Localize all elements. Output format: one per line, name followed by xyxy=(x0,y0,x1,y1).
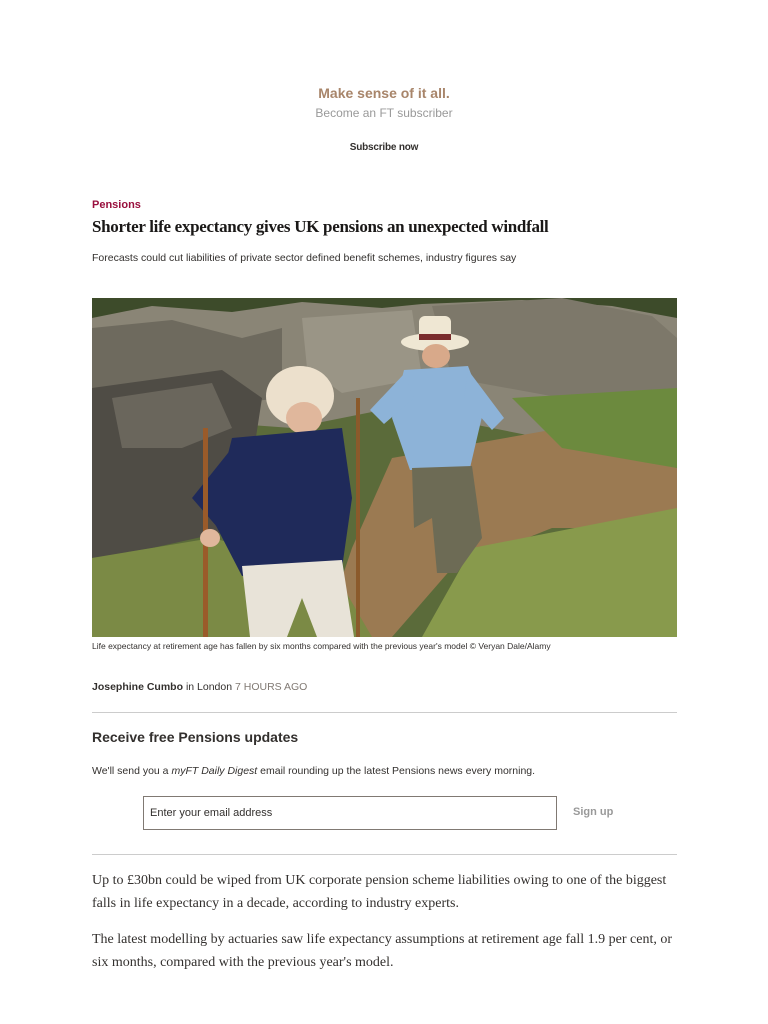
sign-up-button[interactable]: Sign up xyxy=(573,806,614,818)
image-caption: Life expectancy at retirement age has fallen by six months compared with the previous year's model © Veryan Dale/Alamy xyxy=(92,641,551,651)
newsletter-title: Receive free Pensions updates xyxy=(92,729,299,745)
email-input[interactable] xyxy=(143,796,557,830)
divider xyxy=(92,854,677,855)
byline xyxy=(92,681,307,693)
newsletter-desc-prefix: We'll send you a xyxy=(92,765,169,777)
divider xyxy=(92,712,677,713)
subscribe-promo xyxy=(0,84,768,155)
subscribe-now-button[interactable]: Subscribe now xyxy=(349,142,419,153)
author-link[interactable]: Josephine Cumbo xyxy=(92,681,184,693)
publish-time: 7 HOURS AGO xyxy=(235,681,308,693)
article-photo xyxy=(92,298,677,637)
promo-subtitle: Become an FT subscriber xyxy=(315,106,453,120)
promo-headline: Make sense of it all. xyxy=(318,85,450,101)
article-headline: Shorter life expectancy gives UK pensions an unexpected windfall xyxy=(92,217,549,236)
newsletter-description xyxy=(92,765,535,777)
hikers-photo-illustration xyxy=(92,298,677,637)
article-standfirst: Forecasts could cut liabilities of private sector defined benefit schemes, industry figures say xyxy=(92,252,517,264)
article-paragraph: The latest modelling by actuaries saw life expectancy assumptions at retirement age fall 1.9 per cent, or six months, compared with the previous year's model. xyxy=(92,932,673,970)
byline-location: in London xyxy=(185,681,233,693)
article-paragraph: Up to £30bn could be wiped from UK corporate pension scheme liabilities owing to one of the biggest falls in life expectancy in a decade, according to industry experts. xyxy=(92,873,667,911)
section-kicker-link[interactable]: Pensions xyxy=(92,199,141,211)
newsletter-desc-suffix: email rounding up the latest Pensions news every morning. xyxy=(260,765,536,777)
newsletter-product-name: myFT Daily Digest xyxy=(171,765,258,777)
